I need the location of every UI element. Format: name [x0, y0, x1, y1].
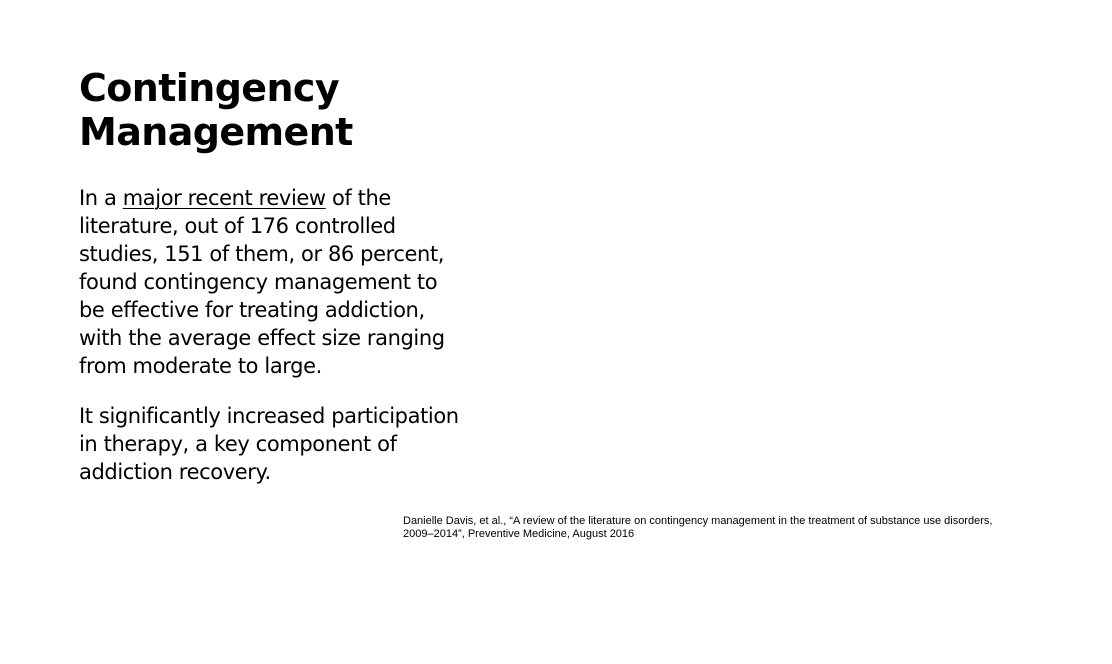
findings-line-5: be effective for treating addiction,	[79, 298, 425, 322]
participation-paragraph	[79, 402, 499, 486]
findings-prefix: In a	[79, 186, 123, 210]
findings-paragraph	[79, 184, 499, 380]
participation-line-1: It significantly increased participation	[79, 404, 459, 428]
findings-line-3: studies, 151 of them, or 86 percent,	[79, 242, 445, 266]
participation-line-3: addiction recovery.	[79, 460, 271, 484]
findings-line-4: found contingency management to	[79, 270, 438, 294]
slide-title-line-1: Contingency	[79, 66, 340, 110]
citation-line-2: 2009–2014”, Preventive Medicine, August 2016	[403, 528, 635, 540]
participation-line-2: in therapy, a key component of	[79, 432, 397, 456]
citation-line-1: Danielle Davis, et al., “A review of the literature on contingency management in the treatment of substance use disorders,	[403, 515, 993, 527]
citation	[403, 515, 1043, 541]
slide-title	[79, 66, 499, 154]
findings-line-7: from moderate to large.	[79, 354, 322, 378]
findings-line-1-rest: of the	[325, 186, 391, 210]
findings-line-2: literature, out of 176 controlled	[79, 214, 396, 238]
major-recent-review-link[interactable]: major recent review	[122, 186, 326, 210]
slide-title-line-2: Management	[79, 110, 353, 154]
findings-line-1	[79, 184, 499, 212]
findings-line-6: with the average effect size ranging	[79, 326, 445, 350]
